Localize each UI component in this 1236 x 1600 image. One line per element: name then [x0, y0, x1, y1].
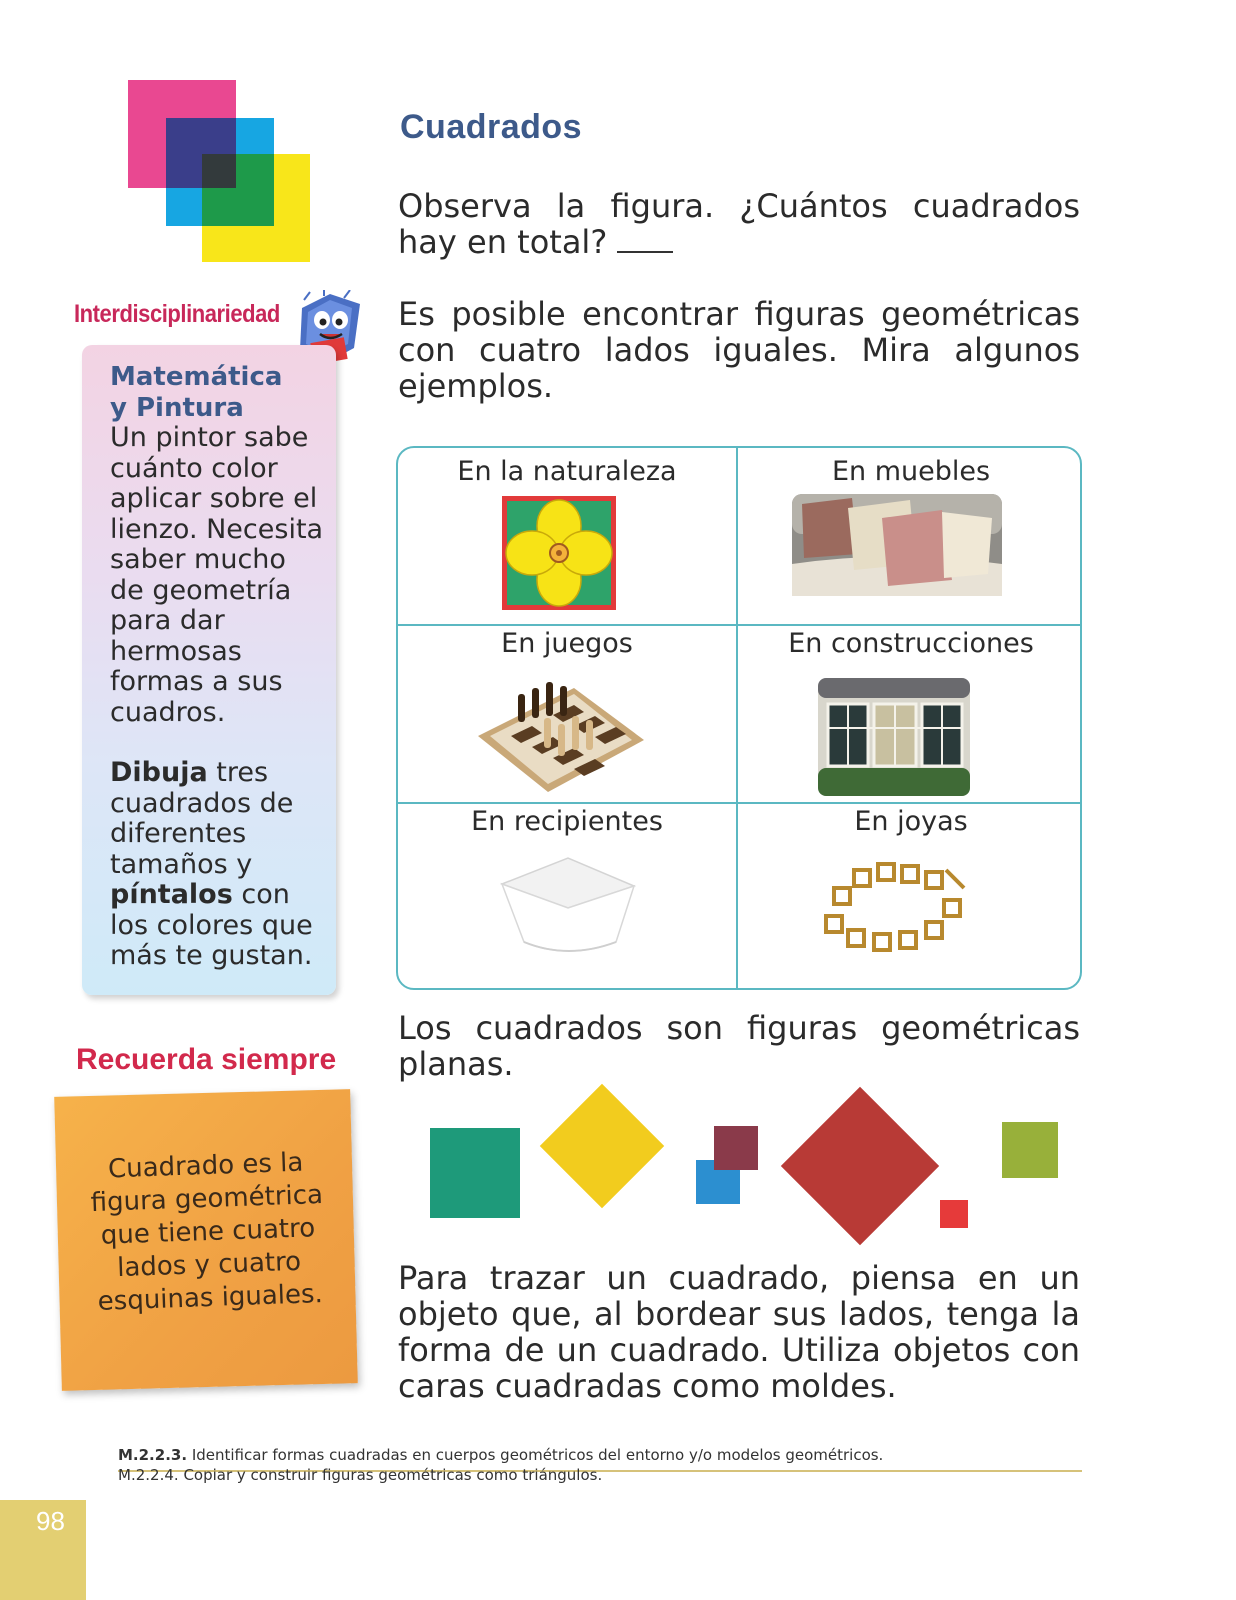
subject-line-1: Matemática: [110, 362, 283, 392]
footer-text-2: Copiar y construir figuras geométricas como triángulos.: [183, 1466, 603, 1484]
interdisciplinary-body: Un pintor sabe cuánto color aplicar sobre el lienzo. Necesita saber mucho de geometría para dar hermosas formas a sus cuadros.: [110, 422, 324, 728]
cell-label: En juegos: [501, 628, 633, 659]
cell-label: En recipientes: [471, 806, 663, 837]
olive-square: [1002, 1122, 1058, 1178]
examples-table: [396, 446, 1082, 990]
cushions-image: [792, 494, 1002, 596]
footer-text-1: Identificar formas cuadradas en cuerpos geométricos del entorno y/o modelos geométricos.: [191, 1446, 884, 1464]
maroon-small-square: [714, 1126, 758, 1170]
flower-tile-image: [502, 496, 616, 610]
table-cell-jewelry: [738, 804, 1082, 990]
center-overlap: [202, 154, 236, 188]
question-paragraph: [398, 188, 1080, 260]
square-link-bracelet-image: [818, 860, 974, 960]
cell-label: En construcciones: [788, 628, 1034, 659]
answer-blank[interactable]: [617, 227, 673, 253]
footer-code-1: M.2.2.3.: [118, 1446, 188, 1464]
teal-square: [430, 1128, 520, 1218]
overlapping-squares-figure: [128, 80, 310, 264]
table-cell-containers: [398, 804, 736, 990]
task-part-2: con los colores que más te gustan.: [110, 879, 313, 971]
examples-intro: Es posible encontrar figuras geométricas con cuatro lados iguales. Mira algunos ejemplos.: [398, 295, 1080, 405]
table-cell-nature: [398, 448, 736, 624]
table-cell-buildings: [738, 626, 1082, 802]
definition-text: Los cuadrados son figuras geométricas planas.: [398, 1009, 1080, 1083]
table-cell-games: [398, 626, 736, 802]
table-cell-furniture: [738, 448, 1082, 624]
interdisciplinary-task: [110, 758, 328, 972]
drawing-tip-text: Para trazar un cuadrado, piensa en un objeto que, al bordear sus lados, tenga la forma de un cuadrado. Utiliza objetos con caras cuadradas como moldes.: [398, 1259, 1080, 1405]
cell-label: En la naturaleza: [457, 456, 677, 487]
yellow-diamond: [540, 1084, 664, 1208]
page-number: 98: [36, 1506, 65, 1536]
interdisciplinary-heading: Interdisciplinariedad: [74, 300, 280, 328]
cell-label: En muebles: [831, 456, 991, 487]
cell-label: En joyas: [854, 806, 968, 837]
red-diamond: [781, 1087, 939, 1245]
subject-line-2: y Pintura: [110, 392, 244, 423]
footer-line-2: [118, 1466, 602, 1484]
page-title: Cuadrados: [400, 108, 583, 146]
remember-heading: Recuerda siempre: [76, 1043, 337, 1076]
task-part-1: tres cuadrados de diferentes tamaños y: [110, 757, 294, 880]
square-bowl-image: [498, 856, 638, 960]
question-text: Observa la figura. ¿Cuántos cuadrados hay en total?: [398, 187, 1080, 261]
footer-code-2: M.2.2.4.: [118, 1466, 179, 1484]
chess-board-image: [478, 678, 644, 796]
building-windows-image: [818, 678, 970, 796]
bright-red-tiny-square: [940, 1200, 968, 1228]
task-bold-dibuja: Dibuja: [110, 757, 208, 788]
interdisciplinary-text: [110, 362, 328, 972]
task-bold-pintalos: píntalos: [110, 879, 233, 910]
footer-line-1: [118, 1446, 883, 1464]
sticky-note-text: Cuadrado es la figura geométrica que tiene cuatro lados y cuatro esquinas iguales.: [90, 1147, 324, 1317]
